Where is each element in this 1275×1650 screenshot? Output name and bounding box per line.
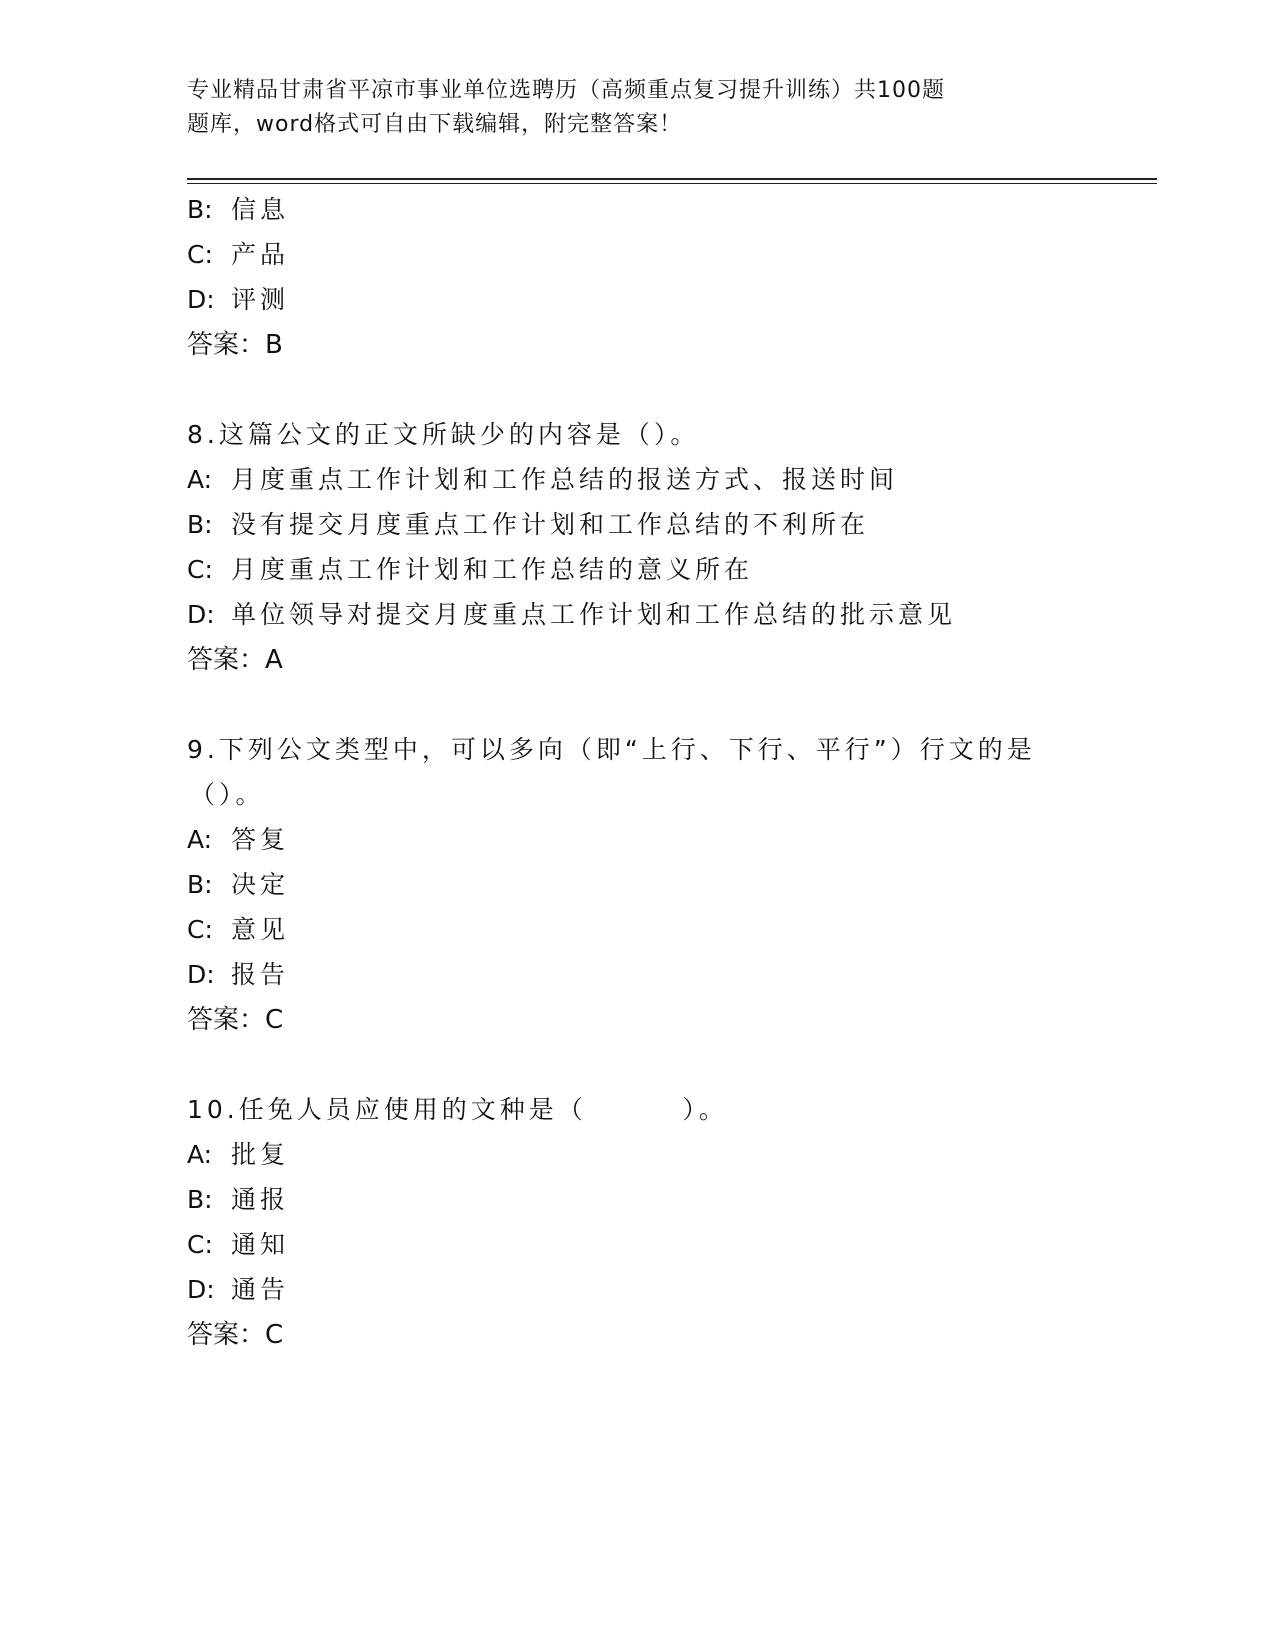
option-c bbox=[187, 553, 753, 587]
option-text: 单位领导对提交月度重点工作计划和工作总结的批示意见 bbox=[231, 600, 957, 629]
option-letter: A: bbox=[187, 825, 213, 854]
option-letter: D: bbox=[187, 600, 215, 629]
header-line-1: 专业精品甘肃省平凉市事业单位选聘历（高频重点复习提升训练）共100题 bbox=[187, 78, 945, 103]
option-letter: D: bbox=[187, 960, 215, 989]
answer-line: 答案：A bbox=[187, 645, 283, 675]
answer-line: 答案：C bbox=[187, 1005, 284, 1035]
option-text: 月度重点工作计划和工作总结的意义所在 bbox=[231, 555, 754, 584]
option-text: 批复 bbox=[231, 1140, 290, 1169]
document-header bbox=[187, 74, 1017, 142]
option-text: 信息 bbox=[231, 195, 290, 224]
option-d bbox=[187, 598, 956, 632]
option-text: 决定 bbox=[231, 870, 290, 899]
question-10-stem: 10.任免人员应使用的文种是（ ）。 bbox=[187, 1095, 728, 1124]
option-c bbox=[187, 1228, 289, 1262]
option-letter: C: bbox=[187, 240, 213, 269]
option-text: 产品 bbox=[231, 240, 290, 269]
option-letter: D: bbox=[187, 1275, 215, 1304]
option-text: 月度重点工作计划和工作总结的报送方式、报送时间 bbox=[231, 465, 899, 494]
option-d bbox=[187, 283, 289, 317]
option-text: 报告 bbox=[231, 960, 290, 989]
question-9-stem-line-1: 9.下列公文类型中，可以多向（即“上行、下行、平行”）行文的是 bbox=[187, 735, 1036, 764]
question-9-stem-line-2: （）。 bbox=[190, 780, 265, 809]
option-text: 通报 bbox=[231, 1185, 290, 1214]
option-letter: C: bbox=[187, 1230, 213, 1259]
option-letter: B: bbox=[187, 195, 213, 224]
option-text: 没有提交月度重点工作计划和工作总结的不利所在 bbox=[231, 510, 870, 539]
answer-line: 答案：C bbox=[187, 1320, 284, 1350]
option-a bbox=[187, 1138, 289, 1172]
option-letter: A: bbox=[187, 1140, 213, 1169]
option-letter: B: bbox=[187, 510, 213, 539]
option-text: 通知 bbox=[231, 1230, 290, 1259]
question-8-stem: 8.这篇公文的正文所缺少的内容是（）。 bbox=[187, 420, 700, 449]
option-letter: C: bbox=[187, 555, 213, 584]
option-b bbox=[187, 508, 869, 542]
option-letter: D: bbox=[187, 285, 215, 314]
option-b bbox=[187, 193, 289, 227]
option-text: 通告 bbox=[231, 1275, 290, 1304]
header-line-2: 题库，word格式可自由下载编辑，附完整答案！ bbox=[187, 112, 683, 137]
option-letter: B: bbox=[187, 1185, 213, 1214]
option-a bbox=[187, 463, 898, 497]
option-b bbox=[187, 868, 289, 902]
option-b bbox=[187, 1183, 289, 1217]
header-divider-thin bbox=[187, 183, 1157, 184]
option-letter: B: bbox=[187, 870, 213, 899]
option-c bbox=[187, 238, 289, 272]
option-text: 意见 bbox=[231, 915, 290, 944]
option-d bbox=[187, 958, 289, 992]
option-a bbox=[187, 823, 289, 857]
header-divider-thick bbox=[187, 178, 1157, 180]
answer-line: 答案：B bbox=[187, 330, 283, 360]
option-letter: C: bbox=[187, 915, 213, 944]
option-text: 答复 bbox=[231, 825, 290, 854]
option-text: 评测 bbox=[231, 285, 290, 314]
option-letter: A: bbox=[187, 465, 213, 494]
option-c bbox=[187, 913, 289, 947]
option-d bbox=[187, 1273, 289, 1307]
